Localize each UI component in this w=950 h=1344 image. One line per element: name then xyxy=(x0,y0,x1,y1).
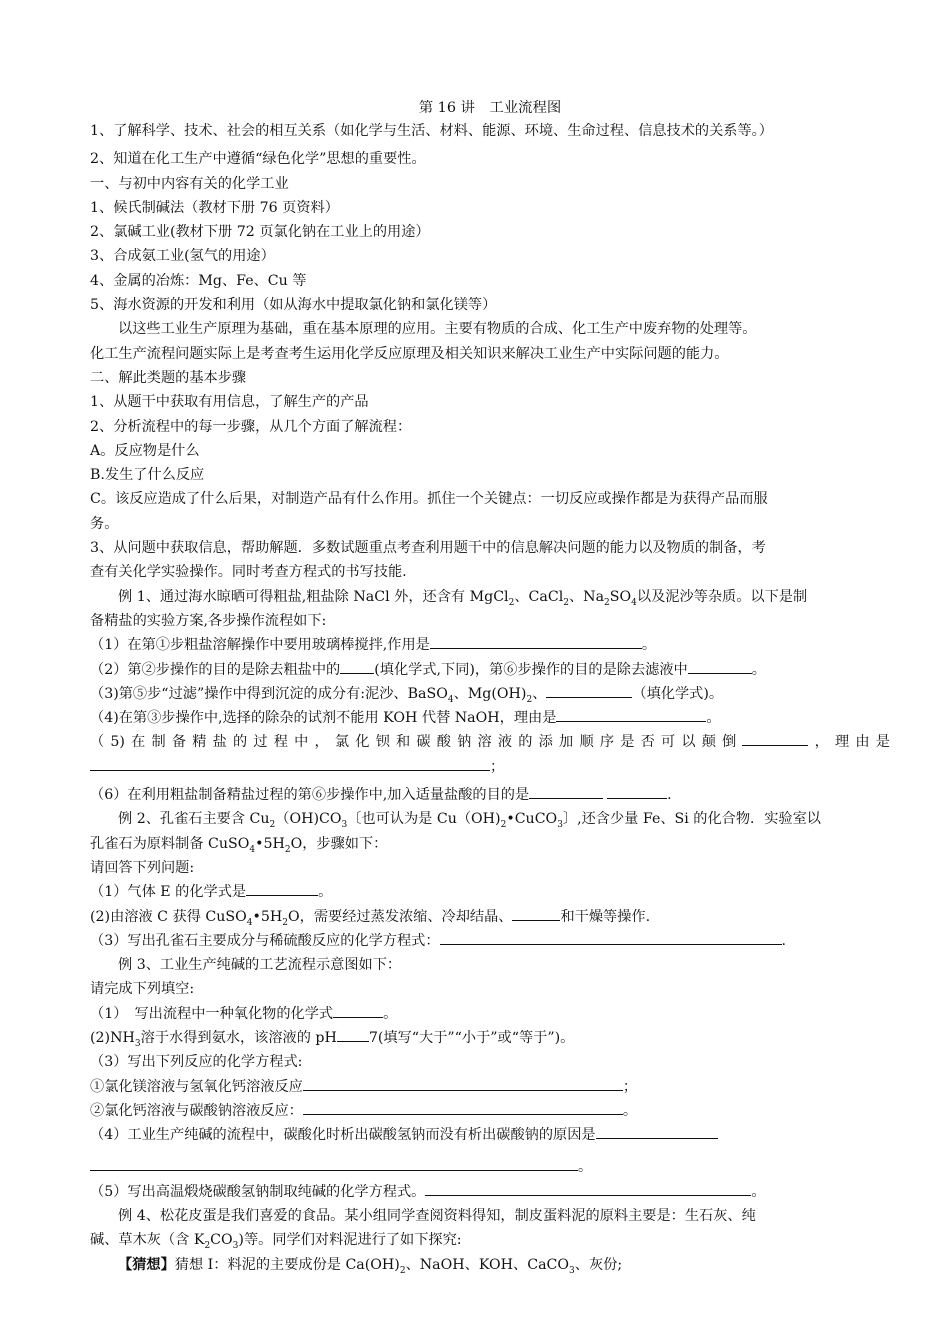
example3-question-3b: ②氯化钙溶液与碳酸钠溶液反应： 。 xyxy=(90,1099,890,1123)
example3-question-1: （1） 写出流程中一种氧化物的化学式 。 xyxy=(90,1002,890,1026)
answer-blank[interactable] xyxy=(333,1003,383,1018)
example2-intro: 例 2、孔雀石主要含 $Cu_2(OH)CO_3$〔也可认为是 $Cu(OH)_2•CuCO_3$〕,还含少量 Fe、Si 的化合物．实验室以 xyxy=(118,811,821,831)
example2-intro-2: 孔雀石为原料制备 $CuSO_4•5H_2O$，步骤如下： xyxy=(90,835,388,855)
answer-blank[interactable] xyxy=(303,1076,623,1091)
section1-paragraph-1: 以这些工业生产原理为基础，重在基本原理的应用。主要有物质的合成、化工生产中废弃物的处理等。 xyxy=(118,321,757,338)
answer-blank[interactable] xyxy=(425,1181,751,1196)
step-2: 2、分析流程中的每一步骤，从几个方面了解流程： xyxy=(90,418,412,435)
answer-blank[interactable] xyxy=(742,731,808,746)
objective-2: 2、知道在化工生产中遵循“绿色化学”思想的重要性。 xyxy=(90,151,426,168)
example1-question-6: （6）在利用粗盐制备精盐过程的第⑥步操作中,加入适量盐酸的目的是 . xyxy=(90,783,890,807)
step-2-b: B.发生了什么反应 xyxy=(90,467,205,484)
example1-question-5-cont: ； xyxy=(90,755,890,779)
answer-blank[interactable] xyxy=(607,784,667,799)
example4-guess-1: 【猜想】猜想 I：料泥的主要成份是 $Ca(OH)_2$、NaOH、KOH、CaCO$_3$、灰份; xyxy=(118,1256,623,1276)
answer-blank[interactable] xyxy=(90,1156,578,1171)
answer-blank[interactable] xyxy=(430,634,642,649)
page-title: 第 16 讲 工业流程图 xyxy=(418,100,562,116)
section1-item-4: 4、金属的冶炼：Mg、Fe、Cu 等 xyxy=(90,272,307,289)
example1-question-2: （2）第②步操作的目的是除去粗盐中的 (填化学式,下同)，第⑥步操作的目的是除去滤液中 。 xyxy=(90,658,890,682)
example1-question-4: （4)在第③步操作中,选择的除杂的试剂不能用 KOH 代替 NaOH，理由是 。 xyxy=(90,706,890,730)
step-3-line1: 3、从问题中获取信息，帮助解题．多数试题重点考查利用题干中的信息解决问题的能力以及物质的制备，考 xyxy=(90,540,766,557)
example2-ask: 请回答下列问题: xyxy=(90,859,195,876)
section1-heading: 一、与初中内容有关的化学工业 xyxy=(90,175,289,192)
answer-blank[interactable] xyxy=(546,683,632,698)
example1-question-3: （3)第⑤步“过滤”操作中得到沉淀的成分有:泥沙、BaSO$_4$、$Mg(OH)_2$、 （填化学式)。 xyxy=(90,682,890,706)
section1-item-5: 5、海水资源的开发和利用（如从海水中提取氯化钠和氯化镁等） xyxy=(90,297,497,314)
step-2-c-line1: C。该反应造成了什么后果，对制造产品有什么作用。抓住一个关键点：一切反应或操作都是为获得产品而服 xyxy=(90,491,768,508)
answer-blank[interactable] xyxy=(303,1100,623,1115)
example1-question-5: （5)在制备精盐的过程中，氯化钡和碳酸钠溶液的添加顺序是否可以颠倒 ，理由是 xyxy=(90,730,890,754)
answer-blank[interactable] xyxy=(340,659,374,674)
section1-item-2: 2、氯碱工业(教材下册 72 页氯化钠在工业上的用途） xyxy=(90,224,430,241)
example2-question-3: （3）写出孔雀石主要成分与稀硫酸反应的化学方程式： . xyxy=(90,929,890,953)
example3-question-3: （3）写出下列反应的化学方程式: xyxy=(90,1054,303,1071)
example1-intro: 例 1、通过海水晾晒可得粗盐,粗盐除 NaCl 外，还含有 MgCl$_2$、CaCl$_2$、$Na_2SO_4$以及泥沙等杂质。以下是制 xyxy=(118,588,808,608)
answer-blank[interactable] xyxy=(529,784,603,799)
objective-1: 1、了解科学、技术、社会的相互关系（如化学与生活、材料、能源、环境、生命过程、信息技术的关系等。） xyxy=(90,123,773,139)
answer-blank[interactable] xyxy=(246,881,318,896)
example3-intro: 例 3、工业生产纯碱的工艺流程示意图如下： xyxy=(118,957,402,974)
step-3-line2: 查有关化学实验操作。同时考查方程式的书写技能. xyxy=(90,564,407,581)
section1-paragraph-2: 化工生产流程问题实际上是考查考生运用化学反应原理及相关知识来解决工业生产中实际问题的能力。 xyxy=(90,345,729,362)
example3-question-4-cont: 。 xyxy=(90,1155,890,1179)
example4-intro-2: 碱、草木灰（含 $K_2CO_3$)等。同学们对料泥进行了如下探究: xyxy=(90,1232,462,1252)
example3-question-5: （5）写出高温煅烧碳酸氢钠制取纯碱的化学方程式。 。 xyxy=(90,1180,890,1204)
section2-heading: 二、解此类题的基本步骤 xyxy=(90,369,247,386)
example3-question-2: $(2)NH_3$溶于水得到氨水，该溶液的 pH 7(填写“大于”“小于”或“等于”)。 xyxy=(90,1026,890,1050)
example4-intro: 例 4、松花皮蛋是我们喜爱的食品。某小组同学查阅资料得知，制皮蛋料泥的原料主要是：生石灰、纯 xyxy=(118,1208,756,1225)
step-2-a: A。反应物是什么 xyxy=(90,442,200,459)
example3-question-3a: ①氯化镁溶液与氢氧化钙溶液反应 ； xyxy=(90,1075,890,1099)
section1-item-1: 1、候氏制碱法（教材下册 76 页资料） xyxy=(90,199,339,216)
example2-question-2: (2)由溶液 C 获得 $CuSO_4•5H_2O$，需要经过蒸发浓缩、冷却结晶、 和干燥等操作. xyxy=(90,905,890,929)
answer-blank[interactable] xyxy=(440,930,782,945)
answer-blank[interactable] xyxy=(337,1027,369,1042)
guess-label: 【猜想】 xyxy=(118,1256,175,1273)
answer-blank[interactable] xyxy=(688,659,752,674)
example1-question-1: （1）在第①步粗盐溶解操作中要用玻璃棒搅拌,作用是 。 xyxy=(90,633,890,657)
answer-blank[interactable] xyxy=(512,906,560,921)
step-2-c-line2: 务。 xyxy=(90,515,119,532)
step-1: 1、从题干中获取有用信息，了解生产的产品 xyxy=(90,394,369,411)
answer-blank[interactable] xyxy=(596,1124,718,1139)
answer-blank[interactable] xyxy=(556,707,706,722)
example1-intro-2: 备精盐的实验方案,各步操作流程如下: xyxy=(90,612,327,629)
worksheet-page xyxy=(90,96,890,1277)
section1-item-3: 3、合成氨工业(氢气的用途） xyxy=(90,248,275,265)
example2-question-1: （1）气体 E 的化学式是 。 xyxy=(90,880,890,904)
example3-question-4: （4）工业生产纯碱的流程中，碳酸化时析出碳酸氢钠而没有析出碳酸钠的原因是 xyxy=(90,1123,890,1147)
example3-ask: 请完成下列填空: xyxy=(90,981,195,998)
answer-blank[interactable] xyxy=(90,756,490,771)
